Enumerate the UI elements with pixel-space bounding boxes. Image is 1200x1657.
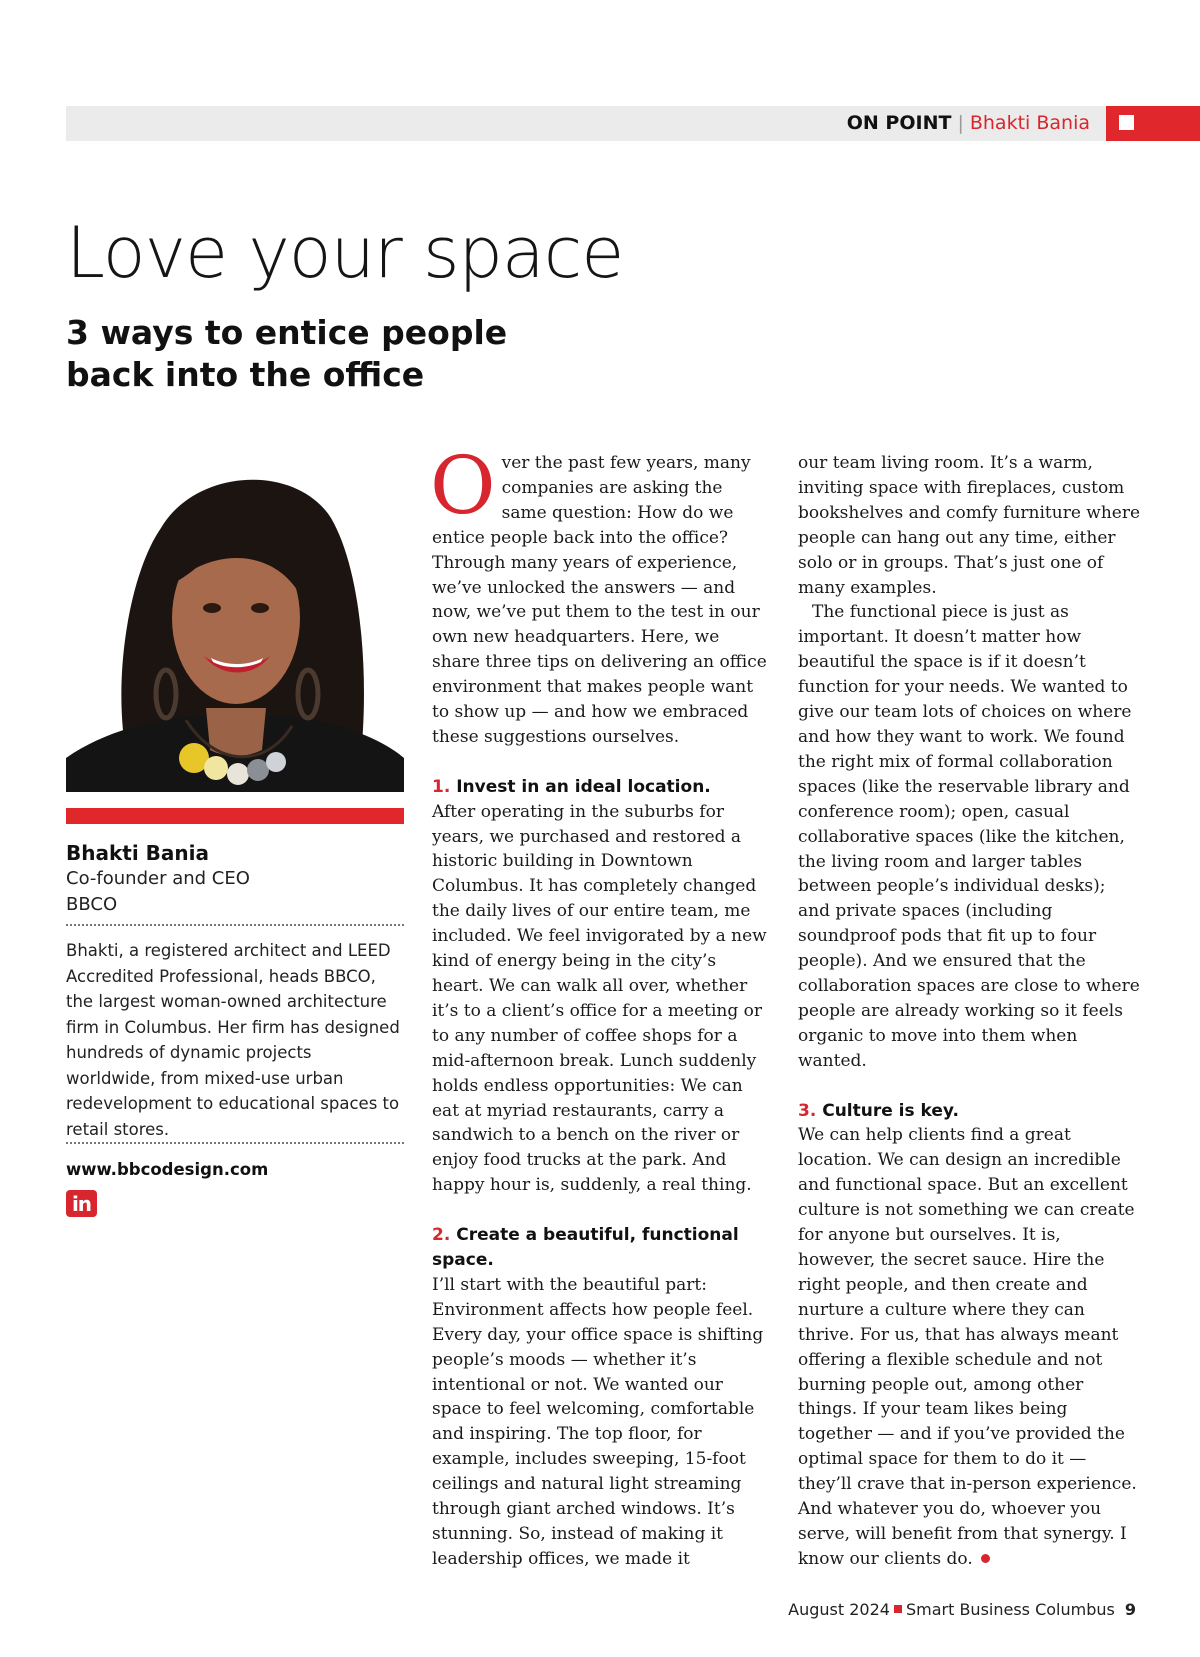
- tip-3-title: Culture is key.: [822, 1100, 959, 1121]
- linkedin-icon[interactable]: in: [66, 1190, 97, 1217]
- tip-3-heading: [798, 1099, 1142, 1124]
- article-column-1: [430, 439, 772, 1572]
- section-separator: |: [957, 112, 964, 134]
- page-footer: [788, 1600, 1136, 1619]
- section-author: Bhakti Bania: [969, 112, 1090, 134]
- drop-cap: O: [430, 439, 496, 532]
- footer-publication: Smart Business Columbus: [905, 1600, 1115, 1619]
- tip-2-number: 2.: [432, 1225, 451, 1246]
- section-kicker: ON POINT: [846, 112, 952, 134]
- tip-3-text: We can help clients find a great location. We can design an incredible and functional space. But an excellent culture is not something we can create for anyone but ourselves. It is, however, the secret sauce. Hire the right people, and then create and nurture a culture where they can thrive. For us, that has always meant offering a flexible schedule and not burning people out, among other things. If your team likes being together — and if you’ve provided the optimal space for them to do it — they’ll crave that in-person experience. And whatever you do, whoever you serve, will benefit from that synergy. I know our clients do.: [798, 1125, 1137, 1569]
- bio-divider-top: [66, 924, 404, 926]
- bio-name: Bhakti Bania: [66, 841, 209, 865]
- tip-3-paragraph: [798, 1123, 1142, 1571]
- article-column-2: [798, 451, 1142, 1572]
- tip-2-text-b: The functional piece is just as important. It doesn’t matter how beautiful the space is if it doesn’t function for your needs. We wanted to give our team lots of choices on where and how they want to work. We found the right mix of formal collaboration spaces (like the reservable library and conference room); open, casual collaborative spaces (like the kitchen, the living room and larger tables between people’s individual desks); and private spaces (including soundproof pods that fit up to four people). And we ensured that the collaboration spaces are close to where people are already working so it feels organic to move into them when wanted.: [798, 602, 1140, 1071]
- bio-divider-bottom: [66, 1142, 404, 1144]
- intro-text: ver the past few years, many companies are asking the same question: How do we entice people back into the office? Through many years of experience, we’ve unlocked the answers — and now, we’ve put them to the test in our own new headquarters. Here, we share three tips on delivering an office environment that makes people want to show up — and how we embraced these suggestions ourselves.: [432, 453, 767, 747]
- article-title: Love your space: [66, 212, 624, 294]
- website-link[interactable]: www.bbcodesign.com: [66, 1160, 269, 1179]
- article-subtitle: 3 ways to entice people back into the office: [66, 313, 508, 394]
- tip-1-title: Invest in an ideal location.: [456, 776, 711, 797]
- author-photo: [66, 458, 404, 792]
- section-label: [847, 106, 1090, 141]
- tip-3-number: 3.: [798, 1100, 817, 1121]
- bio-role: Co-founder and CEO: [66, 868, 250, 889]
- tip-2-text: I’ll start with the beautiful part: Environment affects how people feel. Every day, your office space is shifting people’s moods — whether it’s intentional or not. We wanted our space to feel welcoming, comfortable and inspiring. The top floor, for example, includes sweeping, 15-foot ceilings and natural light streaming through giant arched windows. It’s stunning. So, instead of making it leadership offices, we made it: [432, 1274, 764, 1569]
- page-number: 9: [1124, 1600, 1136, 1619]
- bio-description: Bhakti, a registered architect and LEED Accredited Professional, heads BBCO, the largest woman-owned architecture firm in Columbus. Her firm has designed hundreds of dynamic projects worldwide, from mixed-use urban redevelopment to educational spaces to retail stores.: [66, 941, 400, 1139]
- tip-1-heading: [432, 775, 772, 800]
- footer-issue: August 2024: [788, 1600, 890, 1619]
- portrait-photo-icon: [66, 458, 404, 792]
- tip-2-heading: [432, 1223, 772, 1273]
- intro-paragraph: [430, 439, 772, 750]
- photo-accent-band: [66, 808, 404, 824]
- bio-company: BBCO: [66, 894, 118, 915]
- header-red-tab: [1106, 106, 1200, 141]
- tip-2-title: Create a beautiful, functional space.: [432, 1225, 739, 1270]
- square-icon: [1119, 115, 1134, 130]
- tip-1-text: After operating in the suburbs for years, we purchased and restored a historic building in Downtown Columbus. It has completely changed the daily lives of our entire team, me included. We feel invigorated by a new kind of energy being in the city’s heart. We can walk all over, whether it’s to a client’s office for a meeting or to any number of coffee shops for a mid-afternoon break. Lunch suddenly holds endless opportunities: We can eat at myriad restaurants, carry a sandwich to a bench on the river or enjoy food trucks at the park. And happy hour is, suddenly, a real thing.: [432, 801, 767, 1196]
- tip-1-number: 1.: [432, 776, 451, 797]
- footer-square-icon: [894, 1605, 902, 1613]
- end-mark-icon: [981, 1554, 990, 1563]
- tip-2-text-continued: our team living room. It’s a warm, inviting space with fireplaces, custom bookshelves and comfy furniture where people can hang out any time, either solo or in groups. That’s just one of many examples.: [798, 453, 1141, 598]
